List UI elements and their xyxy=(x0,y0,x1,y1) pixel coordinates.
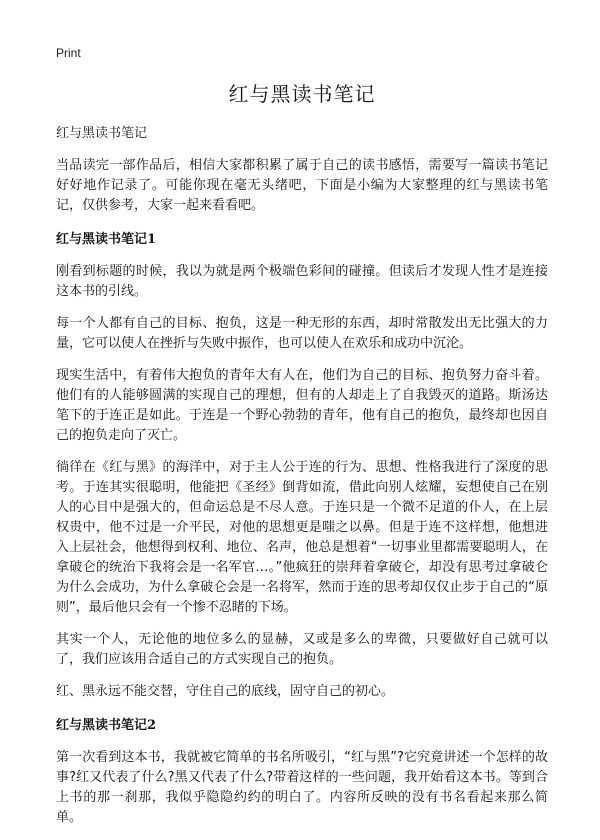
section-1-paragraph-5: 其实一个人，无论他的地位多么的显赫，又或是多么的卑微，只要做好自己就可以了，我们应该用合适自己的方式实现自己的抱负。 xyxy=(56,632,548,667)
document-body xyxy=(56,78,548,840)
section-1-paragraph-6: 红、黑永远不能交替，守住自己的底线，固守自己的初心。 xyxy=(56,684,395,699)
document-subtitle: 红与黑读书笔记 xyxy=(56,126,148,141)
section-1-paragraph-2: 每一个人都有自己的目标、抱负，这是一种无形的东西，却时常散发出无比强大的力量，它可以使人在挫折与失败中振作，也可以使人在欢乐和成功中沉沦。 xyxy=(56,316,548,351)
section-1-paragraph-1: 刚看到标题的时候，我以为就是两个极端色彩间的碰撞。但读后才发现人性才是连接这本书的引线。 xyxy=(56,264,548,299)
document-title: 红与黑读书笔记 xyxy=(228,82,376,106)
section-heading-2: 红与黑读书笔记2 xyxy=(56,718,157,733)
intro-paragraph: 当品读完一部作品后，相信大家都积累了属于自己的读书感悟，需要写一篇读书笔记好好地作记录了。可能你现在毫无头绪吧，下面是小编为大家整理的红与黑读书笔记，仅供参考，大家一起来看看吧。 xyxy=(56,158,548,213)
print-link[interactable]: Print xyxy=(56,46,81,60)
section-2-paragraph-1: 第一次看到这本书，我就被它简单的书名所吸引，“红与黑”?它究竟讲述一个怎样的故事?红又代表了什么?黑又代表了什么?带着这样的一些问题，我开始看这本书。等到合上书的那一刹那，我似乎隐隐约约的明白了。内容所反映的没有书名看起来那么简单。 xyxy=(56,750,548,825)
section-1-paragraph-3: 现实生活中，有着伟大抱负的青年大有人在，他们为自己的目标、抱负努力奋斗着。他们有的人能够圆满的实现自己的理想，但有的人却走上了自我毁灭的道路。斯汤达笔下的于连正是如此。于连是一个野心勃勃的青年，他有自己的抱负，最终却也因自己的抱负走向了灭亡。 xyxy=(56,368,548,443)
section-heading-1: 红与黑读书笔记1 xyxy=(56,232,157,247)
section-1-paragraph-4: 徜徉在《红与黑》的海洋中，对于主人公于连的行为、思想、性格我进行了深度的思考。于连其实很聪明，他能把《圣经》倒背如流，借此向别人炫耀，妄想使自己在别人的心目中是强大的，但命运总是不尽人意。于连只是一个微不足道的仆人，在上层权贵中，他不过是一介平民，对他的思想更是嗤之以鼻。但是于连不这样想，他想进入上层社会，他想得到权利、地位、名声，他总是想着“一切事业里都需要聪明人，在拿破仑的统治下我将会是一名军官…。”他疯狂的崇拜着拿破仑，却没有思考过拿破仑为什么会成功，为什么拿破仑会是一名将军，然而于连的思考却仅仅止步于自己的“原则”，最后他只会有一个惨不忍睹的下场。 xyxy=(56,460,548,615)
